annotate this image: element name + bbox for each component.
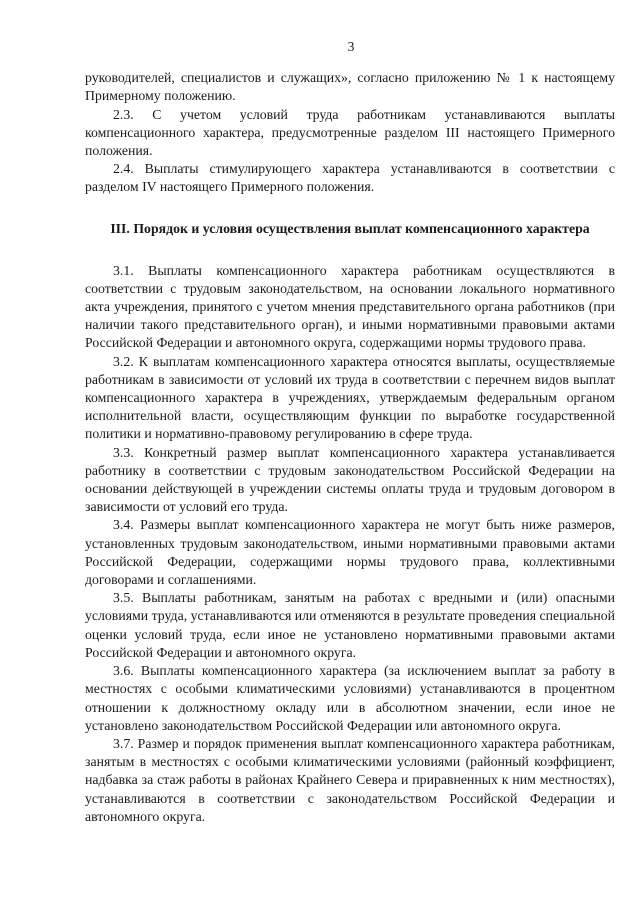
document-page <box>85 38 615 826</box>
paragraph-3-2: 3.2. К выплатам компенсационного характера относятся выплаты, осуществляемые работникам в зависимости от условий их труда в соответствии с перечнем видов выплат компенсационного характера в учреждениях, утверждаемым федеральным органом исполнительной власти, осуществляющим функции по выработке государственной политики и нормативно-правовому регулированию в сфере труда. <box>85 353 615 442</box>
section-heading: III. Порядок и условия осуществления выплат компенсационного характера <box>110 220 590 236</box>
paragraph-3-4: 3.4. Размеры выплат компенсационного характера не могут быть ниже размеров, установленных трудовым законодательством, иными нормативными правовыми актами Российской Федерации, содержащими нормы трудового права, коллективными договорами и соглашениями. <box>85 517 615 588</box>
paragraph-3-3: 3.3. Конкретный размер выплат компенсационного характера устанавливается работнику в соответствии с трудовым законодательством Российской Федерации на основании действующей в учреждении системы оплаты труда и трудовым договором в зависимости от условий его труда. <box>85 444 615 515</box>
paragraph-2-3: 2.3. С учетом условий труда работникам устанавливаются выплаты компенсационного характера, предусмотренные разделом III настоящего Примерного положения. <box>85 106 615 159</box>
paragraph-3-1: 3.1. Выплаты компенсационного характера работникам осуществляются в соответствии с трудовым законодательством, на основании локального нормативного акта учреждения, принятого с учетом мнения представительного органа работников (при наличии такого представительного орган), и иными нормативными правовыми актами Российской Федерации и автономного округа, содержащими нормы трудового права. <box>85 262 615 351</box>
paragraph-continuation: руководителей, специалистов и служащих», согласно приложению № 1 к настоящему Примерному положению. <box>85 70 615 104</box>
paragraph-3-7: 3.7. Размер и порядок применения выплат компенсационного характера работникам, занятым в местностях с особыми климатическими условиями (районный коэффициент, надбавка за стаж работы в районах Крайнего Севера и приравненных к ним местностях), устанавливаются в соответствии с законодательством Российской Федерации и автономного округа. <box>85 735 615 824</box>
paragraph-3-6: 3.6. Выплаты компенсационного характера (за исключением выплат за работу в местностях с особыми климатическими условиями) устанавливаются в процентном отношении к должностному окладу или в абсолютном значении, если иное не установлено законодательством Российской Федерации или автономного округа. <box>85 663 615 733</box>
page-number: 3 <box>347 39 355 54</box>
paragraph-2-4: 2.4. Выплаты стимулирующего характера устанавливаются в соответствии с разделом IV настоящего Примерного положения. <box>85 161 615 195</box>
paragraph-3-5: 3.5. Выплаты работникам, занятым на работах с вредными и (или) опасными условиями труда, устанавливаются или отменяются в результате проведения специальной оценки условий труда, если иное не установлено нормативными правовыми актами Российской Федерации и автономного округа. <box>85 590 615 660</box>
